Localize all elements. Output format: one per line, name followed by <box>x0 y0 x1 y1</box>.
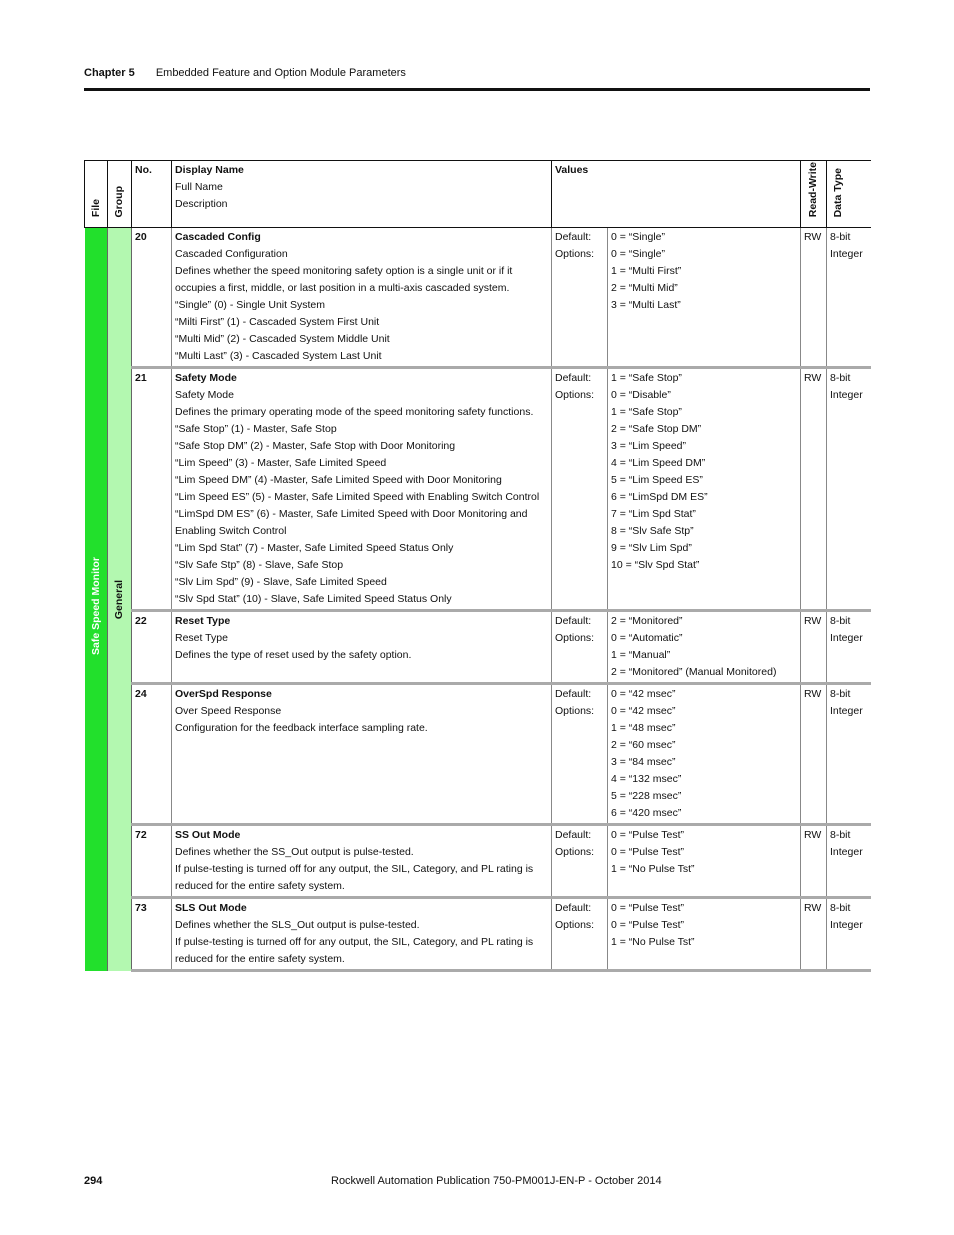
option-value: 0 = “Single” <box>611 248 665 261</box>
param-name-cell <box>172 684 552 825</box>
param-number: 21 <box>132 368 172 611</box>
param-display-name: Reset Type <box>175 615 231 628</box>
param-description-line: If pulse-testing is turned off for any output, the SIL, Category, and PL rating is reduced for the entire safety system. <box>175 863 534 893</box>
param-description-line: “Single” (0) - Single Unit System <box>175 299 325 312</box>
col-values: Values <box>552 161 801 228</box>
option-value: 0 = “42 msec” <box>611 705 676 718</box>
table-row <box>85 684 871 825</box>
default-value: 2 = “Monitored” <box>611 615 683 628</box>
data-type-cell: 8-bit Integer <box>827 228 871 368</box>
option-value: 3 = “Multi Last” <box>611 299 681 312</box>
option-value: 0 = “Disable” <box>611 389 671 402</box>
param-description-line: Defines the primary operating mode of the speed monitoring safety functions. <box>175 406 534 419</box>
option-value: 1 = “No Pulse Tst” <box>611 863 695 876</box>
param-display-name: SS Out Mode <box>175 829 241 842</box>
option-value: 0 = “Pulse Test” <box>611 846 685 859</box>
option-value: 6 = “LimSpd DM ES” <box>611 491 708 504</box>
group-cell: General <box>108 228 132 971</box>
table-header-row <box>85 161 871 228</box>
read-write-cell: RW <box>801 611 827 684</box>
col-read-write: Read-Write <box>801 161 827 228</box>
values-cell <box>608 684 801 825</box>
col-display-name: Display Name Full Name Description <box>172 161 552 228</box>
values-cell <box>608 611 801 684</box>
page-number: 294 <box>84 1175 103 1187</box>
param-description-line: “Slv Spd Stat” (10) - Slave, Safe Limited Speed Status Only <box>175 593 452 606</box>
file-cell: Safe Speed Monitor <box>85 228 108 971</box>
param-description-line: “Milti First” (1) - Cascaded System First Unit <box>175 316 380 329</box>
option-value: 2 = “Multi Mid” <box>611 282 678 295</box>
param-name-cell <box>172 368 552 611</box>
data-type-cell: 8-bit Integer <box>827 825 871 898</box>
data-type-cell: 8-bit Integer <box>827 368 871 611</box>
param-description-line: “Slv Lim Spd” (9) - Slave, Safe Limited Speed <box>175 576 387 589</box>
read-write-cell: RW <box>801 368 827 611</box>
option-value: 6 = “420 msec” <box>611 807 682 820</box>
values-cell <box>608 898 801 971</box>
option-value: 1 = “48 msec” <box>611 722 676 735</box>
param-description-line: Cascaded Configuration <box>175 248 288 261</box>
param-display-name: SLS Out Mode <box>175 902 247 915</box>
param-display-name: Cascaded Config <box>175 231 261 244</box>
param-description-line: Over Speed Response <box>175 705 282 718</box>
table-row <box>85 611 871 684</box>
param-description-line: Defines whether the SS_Out output is pulse-tested. <box>175 846 414 859</box>
table-row <box>85 825 871 898</box>
default-value: 1 = “Safe Stop” <box>611 372 682 385</box>
read-write-cell: RW <box>801 228 827 368</box>
option-value: 5 = “Lim Speed ES” <box>611 474 703 487</box>
param-description-line: “Lim Speed ES” (5) - Master, Safe Limited Speed with Enabling Switch Control <box>175 491 540 504</box>
option-value: 1 = “Safe Stop” <box>611 406 682 419</box>
values-cell <box>608 825 801 898</box>
param-name-cell <box>172 898 552 971</box>
default-value: 0 = “Single” <box>611 231 665 244</box>
data-type-cell: 8-bit Integer <box>827 684 871 825</box>
param-description-line: “Lim Speed DM” (4) -Master, Safe Limited Speed with Door Monitoring <box>175 474 502 487</box>
option-value: 1 = “Multi First” <box>611 265 682 278</box>
chapter-label: Chapter 5 <box>84 67 135 79</box>
param-name-cell <box>172 825 552 898</box>
option-value: 1 = “Manual” <box>611 649 671 662</box>
param-description-line: Configuration for the feedback interface sampling rate. <box>175 722 428 735</box>
value-labels: Default: Options: <box>552 228 608 368</box>
param-description-line: Defines whether the speed monitoring safety option is a single unit or if it occupies a first, middle, or last position in a multi-axis cascaded system. <box>175 265 513 295</box>
col-data-type: Data Type <box>827 161 871 228</box>
param-description-line: “Lim Spd Stat” (7) - Master, Safe Limited Speed Status Only <box>175 542 454 555</box>
value-labels: Default: Options: <box>552 684 608 825</box>
option-value: 3 = “Lim Speed” <box>611 440 686 453</box>
read-write-cell: RW <box>801 898 827 971</box>
col-group: Group <box>108 161 132 228</box>
param-description-line: If pulse-testing is turned off for any output, the SIL, Category, and PL rating is reduced for the entire safety system. <box>175 936 534 966</box>
default-value: 0 = “Pulse Test” <box>611 902 685 915</box>
option-value: 10 = “Slv Spd Stat” <box>611 559 700 572</box>
option-value: 9 = “Slv Lim Spd” <box>611 542 692 555</box>
parameter-table <box>84 160 871 972</box>
param-description-line: “Slv Safe Stp” (8) - Slave, Safe Stop <box>175 559 344 572</box>
col-file: File <box>85 161 108 228</box>
data-type-cell: 8-bit Integer <box>827 611 871 684</box>
param-description-line: “Safe Stop” (1) - Master, Safe Stop <box>175 423 337 436</box>
data-type-cell: 8-bit Integer <box>827 898 871 971</box>
option-value: 4 = “132 msec” <box>611 773 682 786</box>
table-row <box>85 368 871 611</box>
table-row <box>85 228 871 368</box>
option-value: 3 = “84 msec” <box>611 756 676 769</box>
option-value: 5 = “228 msec” <box>611 790 682 803</box>
option-value: 4 = “Lim Speed DM” <box>611 457 706 470</box>
param-number: 24 <box>132 684 172 825</box>
param-name-cell <box>172 611 552 684</box>
param-number: 73 <box>132 898 172 971</box>
value-labels: Default: Options: <box>552 611 608 684</box>
header-rule <box>84 88 870 91</box>
read-write-cell: RW <box>801 684 827 825</box>
param-name-cell <box>172 228 552 368</box>
param-description-line: “Multi Last” (3) - Cascaded System Last Unit <box>175 350 382 363</box>
option-value: 8 = “Slv Safe Stp” <box>611 525 694 538</box>
param-description-line: “Lim Speed” (3) - Master, Safe Limited Speed <box>175 457 387 470</box>
default-value: 0 = “42 msec” <box>611 688 676 701</box>
param-description-line: Reset Type <box>175 632 228 645</box>
option-value: 2 = “60 msec” <box>611 739 676 752</box>
value-labels: Default: Options: <box>552 898 608 971</box>
value-labels: Default: Options: <box>552 368 608 611</box>
option-value: 2 = “Monitored” (Manual Monitored) <box>611 666 777 679</box>
param-display-name: Safety Mode <box>175 372 237 385</box>
col-no: No. <box>132 161 172 228</box>
param-number: 72 <box>132 825 172 898</box>
default-value: 0 = “Pulse Test” <box>611 829 685 842</box>
option-value: 0 = “Pulse Test” <box>611 919 685 932</box>
option-value: 2 = “Safe Stop DM” <box>611 423 702 436</box>
param-description-line: Defines whether the SLS_Out output is pulse-tested. <box>175 919 420 932</box>
param-description-line: “LimSpd DM ES” (6) - Master, Safe Limited Speed with Door Monitoring and Enabling Switch Control <box>175 508 528 538</box>
option-value: 1 = “No Pulse Tst” <box>611 936 695 949</box>
param-description-line: “Multi Mid” (2) - Cascaded System Middle Unit <box>175 333 390 346</box>
table-row <box>85 898 871 971</box>
param-number: 22 <box>132 611 172 684</box>
param-description-line: “Safe Stop DM” (2) - Master, Safe Stop with Door Monitoring <box>175 440 456 453</box>
value-labels: Default: Options: <box>552 825 608 898</box>
values-cell <box>608 368 801 611</box>
read-write-cell: RW <box>801 825 827 898</box>
page-header <box>84 67 406 79</box>
param-display-name: OverSpd Response <box>175 688 272 701</box>
option-value: 7 = “Lim Spd Stat” <box>611 508 696 521</box>
chapter-title: Embedded Feature and Option Module Parameters <box>155 67 406 79</box>
param-number: 20 <box>132 228 172 368</box>
option-value: 0 = “Automatic” <box>611 632 683 645</box>
values-cell <box>608 228 801 368</box>
publication-info: Rockwell Automation Publication 750-PM001J-EN-P - October 2014 <box>331 1175 662 1187</box>
param-description-line: Safety Mode <box>175 389 234 402</box>
param-description-line: Defines the type of reset used by the safety option. <box>175 649 412 662</box>
